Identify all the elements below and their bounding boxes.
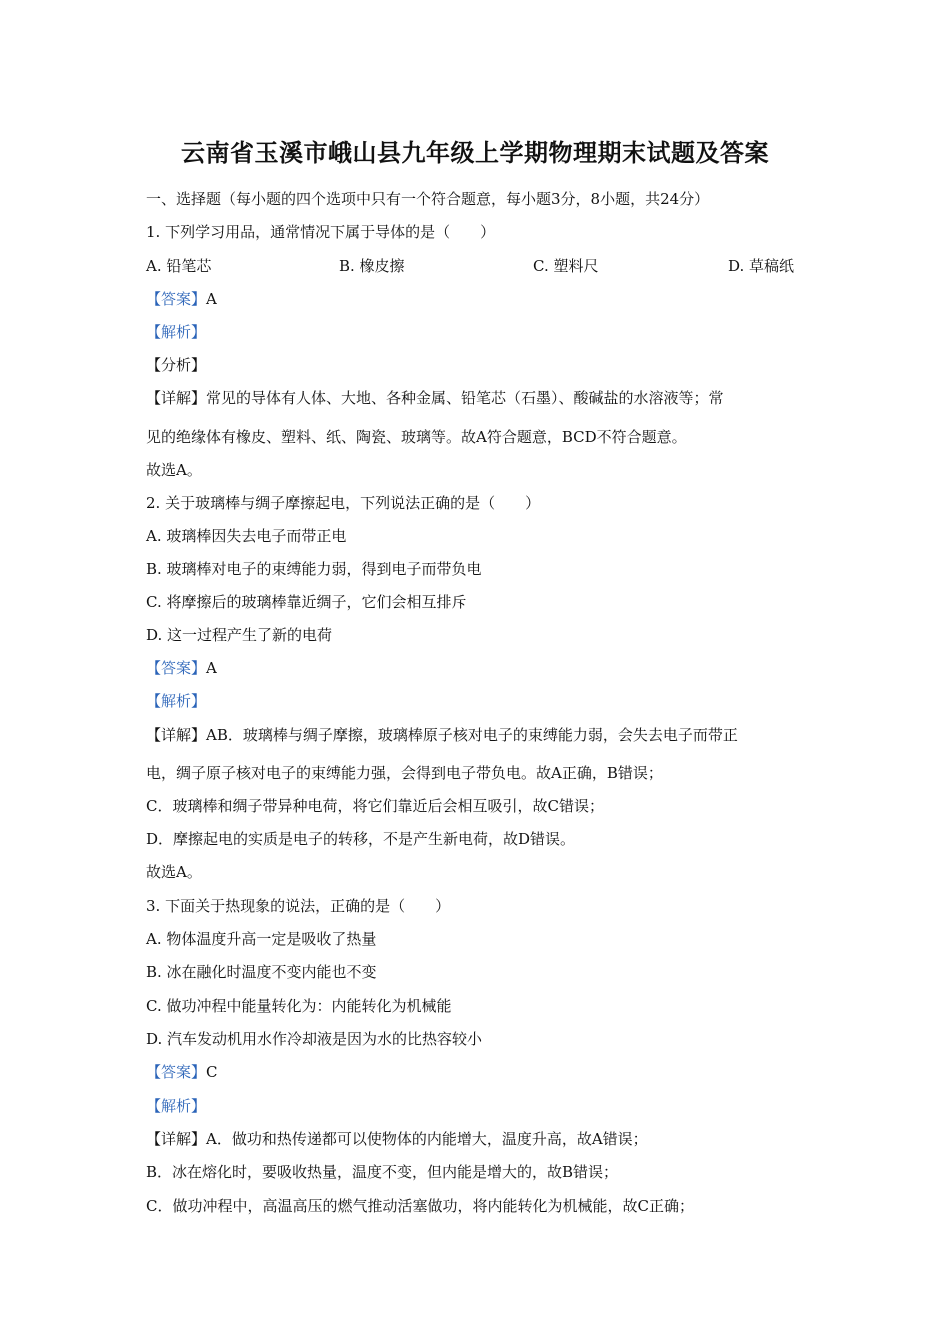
q1-fenxi-tag: 【分析】 (146, 356, 207, 374)
q2-detail-line4: D．摩擦起电的实质是电子的转移，不是产生新电荷，故D错误。 (146, 830, 576, 848)
q3-stem: 3. 下面关于热现象的说法，正确的是（ ） (146, 897, 451, 915)
q2-detail-line2: 电，绸子原子核对电子的束缚能力强，会得到电子带负电。故A正确，B错误； (146, 764, 663, 782)
q2-stem: 2. 关于玻璃棒与绸子摩擦起电，下列说法正确的是（ ） (146, 494, 541, 512)
q3-option-a: A. 物体温度升高一定是吸收了热量 (146, 930, 377, 948)
q1-option-c: C. 塑料尺 (533, 257, 599, 275)
section-heading: 一、选择题（每小题的四个选项中只有一个符合题意，每小题3分，8小题，共24分） (146, 190, 710, 208)
q1-detail-line1 (146, 388, 724, 408)
detail-tag: 【详解】 (146, 1130, 207, 1148)
q3-detail-line3: C．做功冲程中，高温高压的燃气推动活塞做功，将内能转化为机械能，故C正确； (146, 1197, 694, 1215)
q2-option-a: A. 玻璃棒因失去电子而带正电 (146, 527, 347, 545)
q3-detail-line2: B．冰在熔化时，要吸收热量，温度不变，但内能是增大的，故B错误； (146, 1163, 619, 1181)
q1-answer (146, 289, 217, 309)
detail-tag: 【详解】 (146, 726, 207, 744)
answer-tag: 【答案】 (146, 659, 207, 677)
q3-option-c: C. 做功冲程中能量转化为：内能转化为机械能 (146, 997, 452, 1015)
q2-analysis-tag: 【解析】 (146, 692, 207, 710)
q2-option-b: B. 玻璃棒对电子的束缚能力弱，得到电子而带负电 (146, 560, 482, 578)
answer-tag: 【答案】 (146, 1063, 207, 1081)
q3-detail-line1 (146, 1129, 648, 1149)
q1-analysis-tag: 【解析】 (146, 323, 207, 341)
q1-stem: 1. 下列学习用品，通常情况下属于导体的是（ ） (146, 223, 496, 241)
detail-tag: 【详解】 (146, 389, 207, 407)
q1-choose: 故选A。 (146, 461, 202, 479)
q3-answer (146, 1062, 218, 1082)
answer-value: A (206, 290, 217, 308)
detail-text: 常见的导体有人体、大地、各种金属、铅笔芯（石墨）、酸碱盐的水溶液等；常 (206, 389, 724, 407)
answer-value: C (206, 1063, 218, 1081)
q2-detail-line1 (146, 725, 738, 745)
answer-tag: 【答案】 (146, 290, 207, 308)
q2-choose: 故选A。 (146, 863, 202, 881)
q2-option-c: C. 将摩擦后的玻璃棒靠近绸子，它们会相互排斥 (146, 593, 467, 611)
q3-analysis-tag: 【解析】 (146, 1097, 207, 1115)
answer-value: A (206, 659, 217, 677)
q2-answer (146, 658, 217, 678)
q1-option-d: D. 草稿纸 (728, 257, 795, 275)
document-title: 云南省玉溪市峨山县九年级上学期物理期末试题及答案 (181, 139, 769, 167)
q2-option-d: D. 这一过程产生了新的电荷 (146, 626, 333, 644)
q2-detail-line3: C．玻璃棒和绸子带异种电荷，将它们靠近后会相互吸引，故C错误； (146, 797, 604, 815)
q1-option-a: A. 铅笔芯 (146, 257, 212, 275)
detail-text: A．做功和热传递都可以使物体的内能增大，温度升高，故A错误； (206, 1130, 648, 1148)
q3-option-b: B. 冰在融化时温度不变内能也不变 (146, 963, 377, 981)
q3-option-d: D. 汽车发动机用水作冷却液是因为水的比热容较小 (146, 1030, 483, 1048)
q1-detail-line2: 见的绝缘体有橡皮、塑料、纸、陶瓷、玻璃等。故A符合题意，BCD不符合题意。 (146, 428, 687, 446)
detail-text: AB．玻璃棒与绸子摩擦，玻璃棒原子核对电子的束缚能力弱，会失去电子而带正 (206, 726, 738, 744)
q1-option-b: B. 橡皮擦 (339, 257, 405, 275)
